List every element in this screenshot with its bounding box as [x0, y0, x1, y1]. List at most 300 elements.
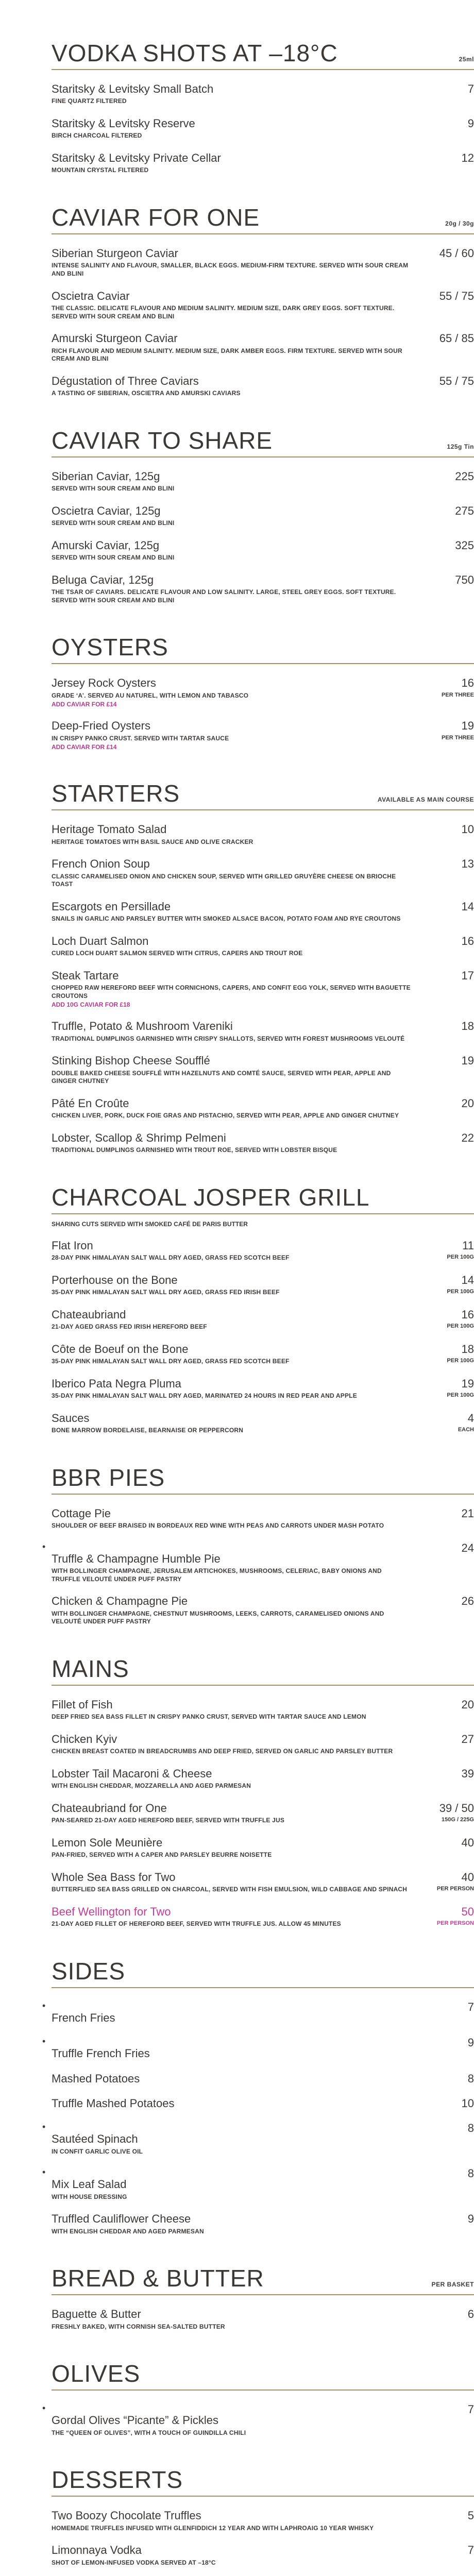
- menu-item-description: PAN-SEARED 21-DAY AGED HEREFORD BEEF, SERVED WITH TRUFFLE JUS: [52, 1817, 285, 1824]
- section-title: STARTERS: [52, 780, 180, 807]
- menu-item-price: [428, 823, 474, 846]
- price-value: 40: [461, 1836, 474, 1849]
- section-vodka: [52, 41, 474, 175]
- menu-item-info: [52, 1541, 428, 1584]
- price-value: 16: [461, 934, 474, 947]
- menu-item-name: Lobster Tail Macaroni & Cheese: [52, 1767, 212, 1780]
- section-title: BBR PIES: [52, 1464, 165, 1491]
- menu-item: [52, 1239, 474, 1262]
- menu-item-info: [52, 2001, 428, 2025]
- menu-item-price: [428, 1767, 474, 1790]
- menu-item-description: CLASSIC CARAMELISED ONION AND CHICKEN SOUP, SERVED WITH GRILLED GRUYÈRE CHEESE ON BRIOCHE TOAST: [52, 872, 396, 888]
- menu-item-price: [428, 247, 474, 278]
- menu-item-description: WITH HOUSE DRESSING: [52, 2193, 127, 2200]
- menu-item-name: Heritage Tomato Salad: [52, 823, 167, 836]
- price-value: 8: [467, 2072, 474, 2085]
- menu-item-price: [428, 2072, 474, 2086]
- menu-item-description: 21-DAY AGED GRASS FED IRISH HEREFORD BEEF: [52, 1323, 207, 1331]
- price-value: 22: [461, 1131, 474, 1144]
- menu-item-name: Chateaubriand for One: [52, 1801, 167, 1815]
- menu-item-price: [428, 2403, 474, 2437]
- menu-item: [52, 1377, 474, 1400]
- menu-item-info: [52, 375, 428, 398]
- menu-item-price: [428, 1239, 474, 1262]
- section-header: [52, 41, 474, 70]
- menu-item-description: 21-DAY AGED FILLET OF HEREFORD BEEF, SERVED WITH TRUFFLE JUS. ALLOW 45 MINUTES: [52, 1920, 341, 1928]
- menu-item-info: [52, 2308, 428, 2331]
- menu-item-description: IN CONFIT GARLIC OLIVE OIL: [52, 2147, 143, 2155]
- section-note: 25ml: [459, 56, 474, 63]
- section-note: PER BASKET: [431, 2281, 474, 2289]
- menu-item-description: CHICKEN BREAST COATED IN BREADCRUMBS AND DEEP FRIED, SERVED ON GARLIC AND PARSLEY BUTTER: [52, 1748, 393, 1755]
- menu-item-description: TRADITIONAL DUMPLINGS GARNISHED WITH CRISPY SHALLOTS, SERVED WITH FOREST MUSHROOMS VELOUTÉ: [52, 1035, 405, 1042]
- menu-item-price: [428, 935, 474, 958]
- menu-item-info: [52, 2509, 428, 2532]
- menu-item-info: [52, 2036, 428, 2060]
- menu-item-name: Beef Wellington for Two: [52, 1905, 171, 1918]
- menu-item-info: [52, 1020, 428, 1043]
- price-unit: PER PERSON: [436, 1920, 474, 1927]
- menu-item-description: THE CLASSIC. DELICATE FLAVOUR AND MEDIUM SALINITY. MEDIUM SIZE, DARK GREY EGGS. SOFT TEXTURE. SERVED WITH SOUR CREAM AND BLINI: [52, 304, 395, 320]
- menu-item: [52, 1507, 474, 1530]
- section-header: [52, 2362, 474, 2391]
- menu-item-name: Whole Sea Bass for Two: [52, 1870, 176, 1884]
- menu-item-name: Beluga Caviar, 125g: [52, 573, 154, 586]
- menu-item-name: Iberico Pata Negra Pluma: [52, 1377, 181, 1390]
- menu-item: [52, 375, 474, 398]
- menu-item-info: [52, 1412, 428, 1435]
- menu-item: [52, 676, 474, 708]
- price-value: 45 / 60: [439, 246, 474, 260]
- menu-item-name: French Onion Soup: [52, 857, 150, 871]
- menu-item-name: Limonnaya Vodka: [52, 2544, 142, 2557]
- menu-item-price: [428, 2122, 474, 2156]
- menu-item-info: [52, 719, 428, 751]
- menu-item: [52, 1541, 474, 1584]
- section-pies: [52, 1466, 474, 1626]
- menu-item-description: DOUBLE BAKED CHEESE SOUFFLÉ WITH HAZELNUTS AND COMTÉ SAUCE, SERVED WITH PEAR, APPLE AND GINGER CHUTNEY: [52, 1069, 391, 1085]
- price-value: 40: [461, 1870, 474, 1884]
- menu-item-price: [428, 857, 474, 889]
- price-value: 275: [455, 504, 474, 517]
- menu-item-price: [428, 151, 474, 175]
- menu-item-info: [52, 117, 428, 140]
- price-value: 14: [461, 1273, 474, 1286]
- menu-item-info: [52, 573, 428, 605]
- section-sides: [52, 1959, 474, 2236]
- menu-item-description: SHOT OF LEMON-INFUSED VODKA SERVED AT –18°C: [52, 2558, 216, 2566]
- menu-item-info: [52, 1131, 428, 1155]
- section-title: DESSERTS: [52, 2466, 183, 2494]
- menu-item-name: Siberian Caviar, 125g: [52, 469, 160, 483]
- menu-item-description: WITH ENGLISH CHEDDAR AND AGED PARMESAN: [52, 2227, 204, 2235]
- menu-item-info: [52, 504, 428, 528]
- price-value: 11: [462, 1239, 474, 1252]
- menu-item-name: Truffled Cauliflower Cheese: [52, 2212, 191, 2226]
- menu-item-info: [52, 1871, 428, 1894]
- menu-item-info: [52, 539, 428, 562]
- menu-item-price: [428, 375, 474, 398]
- menu-item: [52, 1802, 474, 1825]
- menu-item: [52, 2097, 474, 2110]
- menu-item-price: [428, 1733, 474, 1756]
- menu-item-price: [428, 1507, 474, 1530]
- price-value: 9: [467, 116, 474, 130]
- price-value: 21: [461, 1506, 474, 1520]
- menu-item-name: Two Boozy Chocolate Truffles: [52, 2509, 201, 2522]
- menu-item-description: CURED LOCH DUART SALMON SERVED WITH CITRUS, CAPERS AND TROUT ROE: [52, 950, 303, 957]
- menu-item-description: SERVED WITH SOUR CREAM AND BLINI: [52, 485, 175, 493]
- price-value: 12: [461, 151, 474, 164]
- menu-item-price: [428, 1595, 474, 1626]
- price-value: 16: [461, 1308, 474, 1321]
- price-value: 14: [461, 900, 474, 913]
- menu-item: [52, 823, 474, 846]
- menu-item-price: [428, 573, 474, 605]
- section-title: VODKA SHOTS AT –18°C: [52, 40, 338, 66]
- section-note: 125g Tin: [447, 443, 474, 450]
- menu-item-info: [52, 1905, 428, 1928]
- menu-item: [52, 117, 474, 140]
- section-caviar-one: [52, 206, 474, 398]
- price-value: 750: [455, 573, 474, 586]
- price-unit: PER THREE: [442, 691, 474, 698]
- menu-item-price: [428, 290, 474, 321]
- menu-item: [52, 2122, 474, 2156]
- price-unit: PER THREE: [442, 734, 474, 741]
- menu-item-info: [52, 1733, 428, 1756]
- menu-item-info: [52, 1054, 428, 1086]
- price-value: 7: [467, 2000, 474, 2013]
- menu-item-info: [52, 2544, 428, 2567]
- menu-item: [52, 82, 474, 106]
- menu-item-price: [428, 1274, 474, 1297]
- menu-item: [52, 1020, 474, 1043]
- menu-item-description: HERITAGE TOMATOES WITH BASIL SAUCE AND OLIVE CRACKER: [52, 838, 253, 845]
- menu-item-info: [52, 332, 428, 363]
- menu-item: [52, 2403, 474, 2437]
- menu-item: [52, 1733, 474, 1756]
- menu-item: [52, 504, 474, 528]
- menu-item-description: BUTTERFLIED SEA BASS GRILLED ON CHARCOAL, SERVED WITH FISH EMULSION, WILD CABBAGE AND SPINACH: [52, 1886, 408, 1893]
- menu-page: [52, 0, 474, 2576]
- menu-item-price: [428, 504, 474, 528]
- menu-item: [52, 900, 474, 923]
- menu-item-name: Truffle, Potato & Mushroom Vareniki: [52, 1020, 233, 1033]
- section-title: MAINS: [52, 1655, 129, 1682]
- menu-item: [52, 857, 474, 889]
- menu-item-name: Amurski Caviar, 125g: [52, 538, 160, 552]
- menu-item-info: [52, 2097, 428, 2110]
- menu-item-addon: ADD CAVIAR FOR £14: [52, 701, 117, 708]
- price-unit: PER 100G: [447, 1358, 474, 1364]
- menu-item-description: INTENSE SALINITY AND FLAVOUR, SMALLER, BLACK EGGS. MEDIUM-FIRM TEXTURE. SERVED WITH SOUR CREAM AND BLINI: [52, 262, 409, 277]
- menu-item-name: Amurski Sturgeon Caviar: [52, 332, 178, 345]
- menu-item-name: • Gordal Olives “Picante” & Pickles: [52, 2414, 218, 2427]
- menu-item: [52, 935, 474, 958]
- menu-item-price: [428, 1097, 474, 1120]
- price-value: 39: [461, 1767, 474, 1780]
- price-value: 20: [461, 1698, 474, 1711]
- section-header: [52, 1657, 474, 1686]
- menu-item-info: [52, 1274, 428, 1297]
- price-value: 7: [467, 2544, 474, 2557]
- menu-item-name: Porterhouse on the Bone: [52, 1273, 178, 1286]
- menu-item-name: Oscietra Caviar: [52, 289, 130, 302]
- section-header: [52, 1185, 474, 1214]
- menu-item-price: [428, 2167, 474, 2201]
- menu-item-description: THE “QUEEN OF OLIVES”, WITH A TOUCH OF GUINDILLA CHILI: [52, 2429, 246, 2436]
- price-unit: PER 100G: [447, 1392, 474, 1399]
- menu-item-description: SERVED WITH SOUR CREAM AND BLINI: [52, 519, 175, 527]
- menu-item-price: [428, 900, 474, 923]
- menu-item: [52, 2308, 474, 2331]
- menu-item-info: [52, 1343, 428, 1366]
- menu-item-info: [52, 969, 428, 1009]
- menu-item: [52, 2544, 474, 2567]
- menu-item-price: [428, 2097, 474, 2110]
- price-value: 7: [467, 82, 474, 95]
- menu-item-name: Cottage Pie: [52, 1506, 111, 1520]
- menu-item: [52, 1767, 474, 1790]
- price-value: 13: [461, 857, 474, 871]
- menu-item-info: [52, 857, 428, 889]
- price-unit: EACH: [458, 1427, 474, 1433]
- menu-item-price: [428, 1020, 474, 1043]
- menu-item-addon: ADD 10G CAVIAR FOR £18: [52, 1001, 130, 1009]
- menu-item-info: [52, 1595, 428, 1626]
- menu-item-info: [52, 1239, 428, 1262]
- menu-item-price: [428, 719, 474, 751]
- price-value: 19: [461, 1054, 474, 1067]
- price-value: 27: [461, 1732, 474, 1745]
- menu-item: [52, 290, 474, 321]
- price-unit: PER PERSON: [436, 1886, 474, 1892]
- menu-item-price: [428, 2212, 474, 2235]
- menu-item-name: • Sautéed Spinach: [52, 2132, 138, 2146]
- menu-item: [52, 1412, 474, 1435]
- menu-item: [52, 1097, 474, 1120]
- menu-item-info: [52, 290, 428, 321]
- menu-item-price: [428, 470, 474, 493]
- menu-item-description: 35-DAY PINK HIMALAYAN SALT WALL DRY AGED, MARINATED 24 HOURS IN RED PEAR AND APPLE: [52, 1392, 357, 1400]
- menu-item: [52, 1836, 474, 1859]
- menu-item-description: FINE QUARTZ FILTERED: [52, 97, 127, 105]
- menu-item-info: [52, 676, 428, 708]
- menu-item-description: 35-DAY PINK HIMALAYAN SALT WALL DRY AGED, GRASS FED SCOTCH BEEF: [52, 1358, 290, 1365]
- section-title: OYSTERS: [52, 634, 168, 661]
- menu-item-description: THE TSAR OF CAVIARS. DELICATE FLAVOUR AND LOW SALINITY. LARGE, STEEL GREY EGGS. SOFT TEXTURE. SERVED WITH SOUR CREAM AND BLINI: [52, 588, 396, 604]
- menu-item-price: [428, 676, 474, 708]
- menu-item-description: SERVED WITH SOUR CREAM AND BLINI: [52, 554, 175, 562]
- menu-item-info: [52, 1097, 428, 1120]
- menu-item-price: [428, 1308, 474, 1331]
- menu-item-price: [428, 117, 474, 140]
- section-title: OLIVES: [52, 2360, 141, 2387]
- menu-item-description: CHOPPED RAW HEREFORD BEEF WITH CORNICHONS, CAPERS, AND CONFIT EGG YOLK, SERVED WITH BAGUETTE CROUTONS: [52, 984, 411, 999]
- menu-item-info: [52, 2122, 428, 2156]
- section-desserts: [52, 2468, 474, 2576]
- menu-item: [52, 2167, 474, 2201]
- menu-item-description: WITH BOLLINGER CHAMPAGNE, CHESTNUT MUSHROOMS, LEEKS, CARROTS, CARAMELISED ONIONS AND VELOUTÉ UNDER PUFF PASTRY: [52, 1609, 384, 1625]
- menu-item-name: • Mix Leaf Salad: [52, 2178, 127, 2191]
- menu-item-price: [428, 1871, 474, 1894]
- price-value: 18: [461, 1020, 474, 1033]
- menu-item-name: Steak Tartare: [52, 969, 119, 982]
- menu-item: [52, 573, 474, 605]
- menu-item: [52, 151, 474, 175]
- menu-item-name: Sauces: [52, 1411, 90, 1425]
- price-value: 18: [461, 1342, 474, 1355]
- menu-item-name: Loch Duart Salmon: [52, 934, 149, 947]
- menu-item-info: [52, 82, 428, 106]
- menu-item-description: SNAILS IN GARLIC AND PARSLEY BUTTER WITH SMOKED ALSACE BACON, POTATO FOAM AND RYE CROUTONS: [52, 915, 401, 923]
- menu-item-price: [428, 1802, 474, 1825]
- menu-item-info: [52, 2212, 428, 2235]
- section-title: SIDES: [52, 1957, 126, 1985]
- menu-item-info: [52, 935, 428, 958]
- menu-item: [52, 470, 474, 493]
- price-value: 26: [461, 1595, 474, 1608]
- menu-item: [52, 1698, 474, 1721]
- menu-item: [52, 247, 474, 278]
- menu-item-price: [428, 1054, 474, 1086]
- price-unit: PER 100G: [447, 1289, 474, 1295]
- section-oysters: [52, 635, 474, 751]
- price-value: 8: [467, 2122, 474, 2135]
- menu-item-description: IN CRISPY PANKO CRUST. SERVED WITH TARTAR SAUCE: [52, 734, 229, 742]
- price-value: 9: [467, 2036, 474, 2049]
- menu-item-name: Truffle Mashed Potatoes: [52, 2096, 175, 2110]
- menu-item-info: [52, 1308, 428, 1331]
- menu-item-price: [428, 1377, 474, 1400]
- menu-item-price: [428, 2036, 474, 2060]
- menu-item-price: [428, 969, 474, 1009]
- section-header: [52, 1959, 474, 1988]
- menu-item-name: Oscietra Caviar, 125g: [52, 504, 161, 517]
- price-value: 325: [455, 538, 474, 552]
- menu-item-description: CHICKEN LIVER, PORK, DUCK FOIE GRAS AND PISTACHIO, SERVED WITH PEAR, APPLE AND GINGER CHUTNEY: [52, 1112, 399, 1120]
- menu-item-name: Dégustation of Three Caviars: [52, 374, 199, 387]
- price-value: 55 / 75: [439, 289, 474, 302]
- section-title: CHARCOAL JOSPER GRILL: [52, 1183, 370, 1211]
- menu-item-name: Fillet of Fish: [52, 1698, 113, 1711]
- menu-item-price: [428, 2308, 474, 2331]
- menu-item-description: PAN-FRIED, SERVED WITH A CAPER AND PARSLEY BEURRE NOISETTE: [52, 1851, 272, 1859]
- menu-item-price: [428, 1343, 474, 1366]
- menu-item-name: Lobster, Scallop & Shrimp Pelmeni: [52, 1131, 226, 1144]
- menu-item-info: [52, 823, 428, 846]
- section-header: [52, 206, 474, 234]
- menu-item-price: [428, 2001, 474, 2025]
- menu-item-name: Côte de Boeuf on the Bone: [52, 1342, 189, 1355]
- price-value: 19: [461, 1377, 474, 1390]
- menu-item: [52, 719, 474, 751]
- price-unit: PER 100G: [447, 1323, 474, 1330]
- section-grill: [52, 1185, 474, 1435]
- menu-item-addon: ADD CAVIAR FOR £14: [52, 743, 117, 751]
- menu-item-info: [52, 2403, 428, 2437]
- section-header: [52, 782, 474, 810]
- price-value: 16: [461, 676, 474, 690]
- menu-item-price: [428, 1412, 474, 1435]
- menu-item-price: [428, 1541, 474, 1584]
- menu-item-description: WITH ENGLISH CHEDDAR, MOZZARELLA AND AGED PARMESAN: [52, 1782, 251, 1790]
- menu-item-info: [52, 151, 428, 175]
- section-intro: SHARING CUTS SERVED WITH SMOKED CAFÉ DE PARIS BUTTER: [52, 1220, 248, 1228]
- menu-item-info: [52, 900, 428, 923]
- menu-item-description: SHOULDER OF BEEF BRAISED IN BORDEAUX RED WINE WITH PEAS AND CARROTS UNDER MASH POTATO: [52, 1522, 384, 1530]
- menu-item-price: [428, 2509, 474, 2532]
- menu-item-name: Baguette & Butter: [52, 2308, 141, 2321]
- menu-item-name: Staritsky & Levitsky Private Cellar: [52, 151, 221, 164]
- price-value: 65 / 85: [439, 332, 474, 345]
- menu-item-name: Escargots en Persillade: [52, 900, 171, 913]
- menu-item: [52, 332, 474, 363]
- section-header: [52, 1466, 474, 1495]
- menu-item-description: GRADE ‘A’. SERVED AU NATUREL, WITH LEMON AND TABASCO: [52, 691, 249, 699]
- menu-item: [52, 2212, 474, 2235]
- menu-item-description: 28-DAY PINK HIMALAYAN SALT WALL DRY AGED, GRASS FED SCOTCH BEEF: [52, 1254, 290, 1262]
- menu-item: [52, 539, 474, 562]
- menu-item-info: [52, 1767, 428, 1790]
- menu-item-name: • French Fries: [52, 2011, 115, 2024]
- menu-item-info: [52, 1836, 428, 1859]
- menu-item-price: [428, 332, 474, 363]
- menu-item-description: MOUNTAIN CRYSTAL FILTERED: [52, 166, 149, 174]
- menu-item-description: BONE MARROW BORDELAISE, BEARNAISE OR PEPPERCORN: [52, 1427, 244, 1434]
- menu-item-description: HOMEMADE TRUFFLES INFUSED WITH GLENFIDDICH 12 YEAR AND WITH LAPHROAIG 10 YEAR WHISKY: [52, 2524, 374, 2532]
- menu-item-name: Chicken & Champagne Pie: [52, 1595, 188, 1608]
- price-value: 9: [467, 2212, 474, 2226]
- price-unit: PER 100G: [447, 1254, 474, 1261]
- menu-item-name: Stinking Bishop Cheese Soufflé: [52, 1054, 210, 1067]
- menu-item: [52, 1054, 474, 1086]
- menu-item-name: Jersey Rock Oysters: [52, 676, 156, 690]
- menu-item-price: [428, 1131, 474, 1155]
- menu-item-name: Chicken Kyiv: [52, 1732, 117, 1745]
- menu-item-info: [52, 247, 428, 278]
- price-value: 50: [461, 1905, 474, 1918]
- menu-item-info: [52, 2072, 428, 2086]
- section-bread: [52, 2266, 474, 2331]
- menu-item-info: [52, 1377, 428, 1400]
- menu-item-info: [52, 1802, 428, 1825]
- menu-item: [52, 1871, 474, 1894]
- menu-item-description: FRESHLY BAKED, WITH CORNISH SEA-SALTED BUTTER: [52, 2323, 225, 2330]
- menu-item: [52, 2036, 474, 2060]
- price-value: 24: [461, 1541, 474, 1554]
- menu-item-price: [428, 539, 474, 562]
- menu-item: [52, 1905, 474, 1928]
- section-title: CAVIAR TO SHARE: [52, 427, 273, 454]
- section-caviar-share: [52, 429, 474, 605]
- price-value: 17: [461, 969, 474, 982]
- section-mains: [52, 1657, 474, 1928]
- menu-item-description: 35-DAY PINK HIMALAYAN SALT WALL DRY AGED, GRASS FED IRISH BEEF: [52, 1289, 280, 1296]
- menu-item-price: [428, 82, 474, 106]
- menu-item: [52, 1308, 474, 1331]
- menu-item-name: Deep-Fried Oysters: [52, 719, 150, 733]
- section-title: CAVIAR FOR ONE: [52, 204, 260, 231]
- price-value: 55 / 75: [439, 374, 474, 387]
- menu-item-price: [428, 1836, 474, 1859]
- price-unit: 150G / 225G: [442, 1817, 474, 1823]
- menu-item-description: BIRCH CHARCOAL FILTERED: [52, 132, 142, 140]
- menu-item-name: Lemon Sole Meunière: [52, 1836, 163, 1849]
- price-value: 5: [467, 2509, 474, 2522]
- price-value: 10: [461, 2096, 474, 2110]
